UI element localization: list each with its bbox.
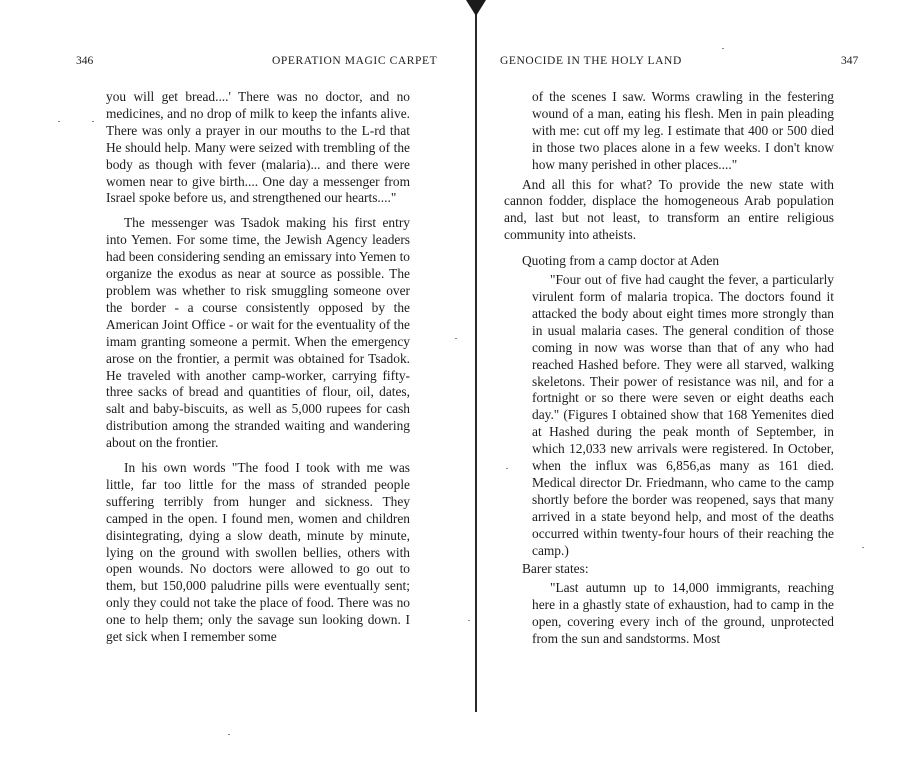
scan-speck [468, 620, 470, 621]
left-page-number: 346 [76, 55, 94, 67]
right-running-head: GENOCIDE IN THE HOLY LAND [500, 55, 682, 67]
left-page-body [106, 89, 410, 646]
scan-speck [228, 734, 230, 735]
scan-speck [92, 121, 94, 122]
scan-speck [455, 338, 457, 339]
right-quote-continuation: of the scenes I saw. Worms crawling in the festering wound of a man, eating his flesh. Men in pain pleading with me: cut off my leg. I estimate that 400 or 500 died in those two places alone in a few weeks. I don't know how many perished in other places...." [532, 89, 834, 172]
left-paragraph-1: you will get bread....' There was no doctor, and no medicines, and no drop of milk to keep the infants alive. There was only a prayer in our mouths to the L-rd that He should help. Many were seized with trembling of the body as though with fever (malaria)... and there were women near to give birth.... One day a messenger from Israel spoke before us, and strengthened our hearts...." [106, 89, 410, 206]
right-paragraph: And all this for what? To provide the new state with cannon fodder, displace the homogeneous Arab population and, last but not least, to transform an entire religious community into atheists. [504, 176, 834, 243]
scan-speck [506, 468, 508, 469]
doctor-quote: "Four out of five had caught the fever, a particularly virulent form of malaria tropica. The doctors found it attacked the body about eight times more strongly than in usual malaria cases. The general condition of those coming in now was worse than that of any who had reached Hashed before. They were all starved, walking skeletons. Their power of resistance was nil, and for a fortnight or so there were seven or eight deaths each day." (Figures I obtained show that 168 Yemenites died at Hashed during the peak month of September, in which 12,033 new arrivals were registered. In October, when the influx was 6,856,as many as 161 died. Medical director Dr. Friedmann, who came to the camp shortly before the border was reopened, says that many arrived in a state beyond help, and most of the deaths occurred within twenty-four hours of their reaching the camp.) [532, 272, 834, 558]
doctor-quote-intro: Quoting from a camp doctor at Aden [522, 253, 720, 269]
scan-speck [58, 121, 60, 122]
left-paragraph-3: In his own words "The food I took with me was little, far too little for the mass of stranded people suffering terribly from hunger and sickness. They camped in the open. I found men, women and children disintegrating, dying a slow death, minute by minute, lying on the ground with swollen bellies, others with open wounds. No doctors were allowed to go out to them, but 150,000 paludrine pills were eventually sent; only they could not take the place of food. There was no one to help them; only the savage sun looking down. I get sick when I remember some [106, 460, 410, 645]
right-page-body [504, 89, 834, 648]
barer-quote: "Last autumn up to 14,000 immigrants, reaching here in a ghastly state of exhaustion, had to camp in the open, covering every inch of the ground, unprotected from the sun and sandstorms. Most [532, 580, 834, 647]
scan-speck [862, 547, 864, 548]
scan-speck [722, 48, 724, 49]
right-page-number: 347 [841, 55, 859, 67]
left-running-head: OPERATION MAGIC CARPET [272, 55, 438, 67]
book-gutter [475, 0, 477, 712]
barer-quote-intro: Barer states: [522, 561, 589, 577]
left-paragraph-2: The messenger was Tsadok making his first entry into Yemen. For some time, the Jewish Agency leaders had been considering sending an emissary into Yemen to organize the exodus as near at source as possible. The problem was whether to risk smuggling someone over the border - a course consistently opposed by the American Joint Office - or wait for the eventuality of the imam granting someone a permit. When the emergency arose on the frontier, a permit was obtained for Tsadok. He traveled with another camp-worker, carrying fifty-three sacks of bread and quantities of flour, oil, dates, salt and baby-biscuits, as well as 5,000 rupees for cash distribution among the stranded waiting and wandering about on the frontier. [106, 215, 410, 451]
gutter-binding-mark [466, 0, 486, 16]
